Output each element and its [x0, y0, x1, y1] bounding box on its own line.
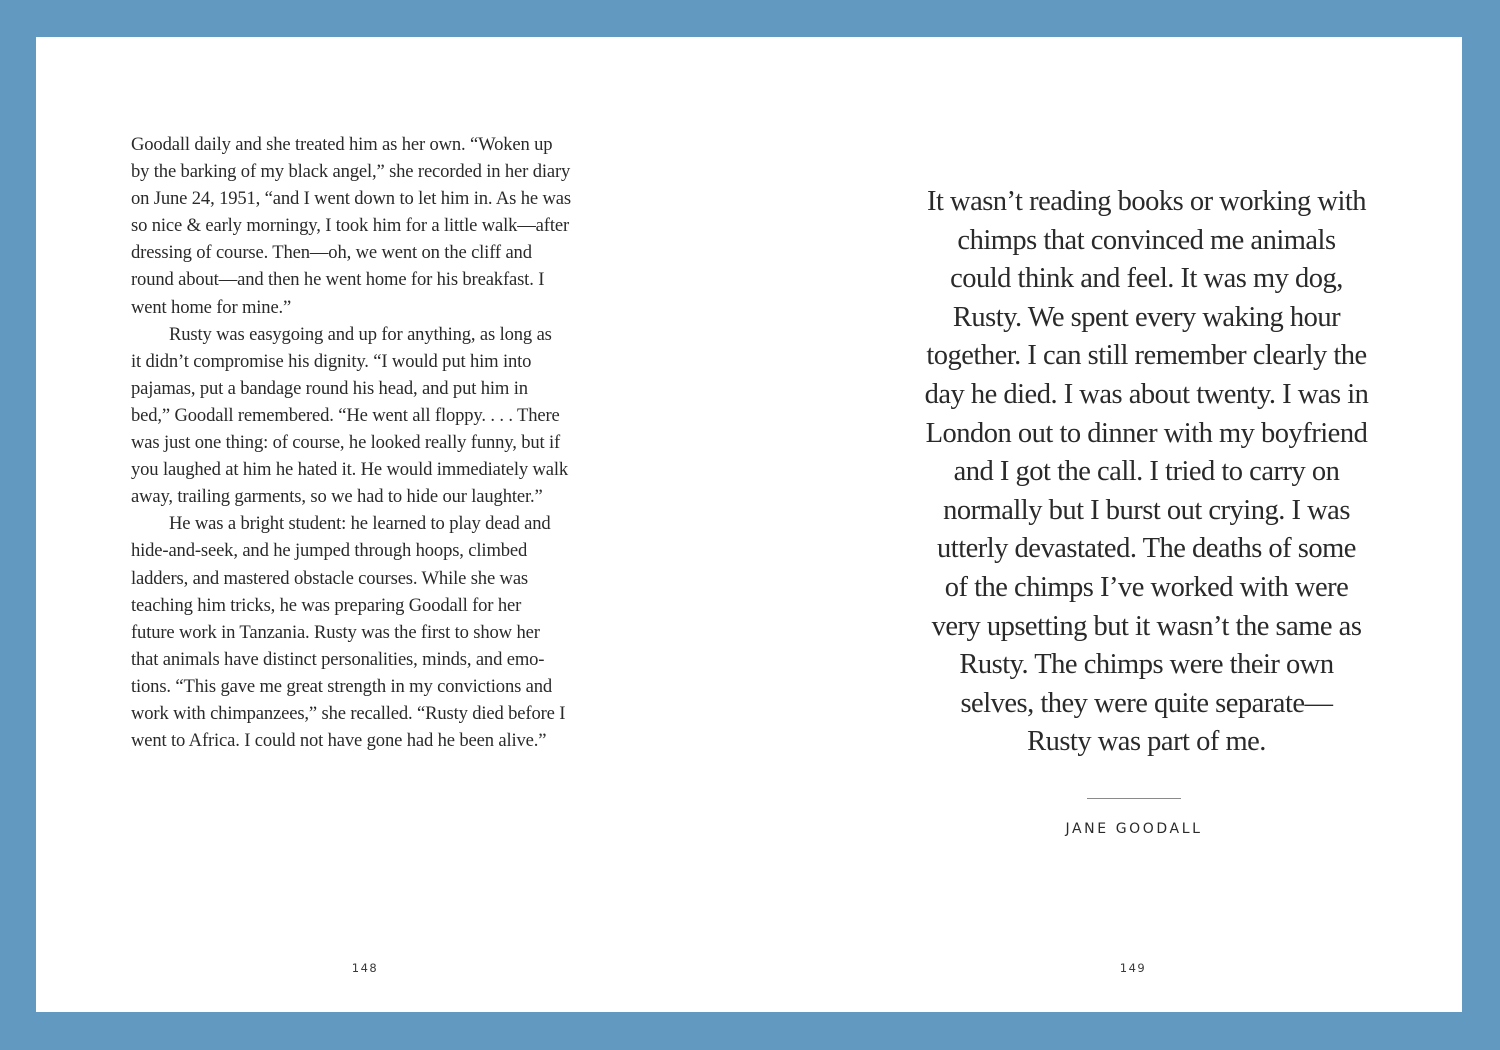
- text-line: bed,” Goodall remembered. “He went all floppy. . . . There: [131, 404, 560, 426]
- right-page: [749, 37, 1462, 1012]
- quote-line: Rusty was part of me.: [1027, 726, 1266, 758]
- quote-line: It wasn’t reading books or working with: [926, 186, 1367, 217]
- text-line: work with chimpanzees,” she recalled. “Rusty died before I: [131, 702, 566, 724]
- quote-line: Rusty. We spent every waking hour: [952, 301, 1341, 333]
- quote-line: Rusty. The chimps were their own: [959, 649, 1334, 681]
- text-line: away, trailing garments, so we had to hide our laughter.”: [131, 486, 543, 508]
- quote-line: day he died. I was about twenty. I was in: [924, 378, 1369, 410]
- left-page: [36, 37, 749, 1012]
- text-line: you laughed at him he hated it. He would immediately walk: [131, 459, 569, 481]
- quote-line: normally but I burst out crying. I was: [943, 494, 1350, 526]
- text-line: future work in Tanzania. Rusty was the first to show her: [131, 621, 540, 643]
- text-line: ladders, and mastered obstacle courses. While she was: [131, 567, 529, 589]
- quote-line: of the chimps I’ve worked with were: [944, 571, 1349, 603]
- pull-quote: [899, 183, 1394, 762]
- text-line: so nice & early morningy, I took him for a little walk—after: [131, 215, 569, 237]
- text-line: it didn’t compromise his dignity. “I would put him into: [131, 350, 532, 372]
- text-line: Rusty was easygoing and up for anything, as long as: [169, 323, 552, 345]
- text-line: round about—and then he went home for his breakfast. I: [131, 269, 545, 291]
- quote-line: together. I can still remember clearly the: [926, 340, 1367, 372]
- quote-line: London out to dinner with my boyfriend: [925, 417, 1368, 449]
- text-line: pajamas, put a bandage round his head, and put him in: [131, 377, 528, 399]
- text-line: hide-and-seek, and he jumped through hoops, climbed: [131, 540, 528, 562]
- text-line: on June 24, 1951, “and I went down to let him in. As he was: [131, 188, 571, 210]
- text-line: dressing of course. Then—oh, we went on the cliff and: [131, 242, 532, 264]
- paragraph-1: [131, 131, 613, 321]
- quote-line: very upsetting but it wasn’t the same as: [931, 610, 1362, 642]
- quote-line: could think and feel. It was my dog,: [950, 263, 1343, 295]
- text-line: that animals have distinct personalities, minds, and emo-: [131, 648, 545, 670]
- text-line: went home for mine.”: [131, 296, 292, 318]
- text-line: He was a bright student: he learned to play dead and: [169, 513, 551, 535]
- body-text: [131, 131, 613, 754]
- text-line: went to Africa. I could not have gone had he been alive.”: [131, 730, 547, 752]
- text-line: was just one thing: of course, he looked really funny, but if: [131, 432, 561, 454]
- quote-line: selves, they were quite separate—: [960, 687, 1333, 719]
- text-line: tions. “This gave me great strength in my convictions and: [131, 675, 553, 697]
- text-line: Goodall daily and she treated him as her own. “Woken up: [131, 134, 553, 155]
- paragraph-3: [131, 510, 613, 754]
- text-line: teaching him tricks, he was preparing Goodall for her: [131, 594, 522, 616]
- book-spread: [36, 37, 1462, 1012]
- text-line: by the barking of my black angel,” she recorded in her diary: [131, 161, 571, 183]
- quote-line: and I got the call. I tried to carry on: [953, 456, 1340, 488]
- quote-line: utterly devastated. The deaths of some: [937, 533, 1356, 565]
- paragraph-2: [131, 321, 613, 511]
- quote-line: chimps that convinced me animals: [957, 224, 1336, 256]
- page-number: 149: [1119, 961, 1147, 975]
- page-number: 148: [351, 961, 379, 975]
- divider-rule: [1087, 798, 1181, 799]
- quote-attribution: JANE GOODALL: [1065, 821, 1203, 837]
